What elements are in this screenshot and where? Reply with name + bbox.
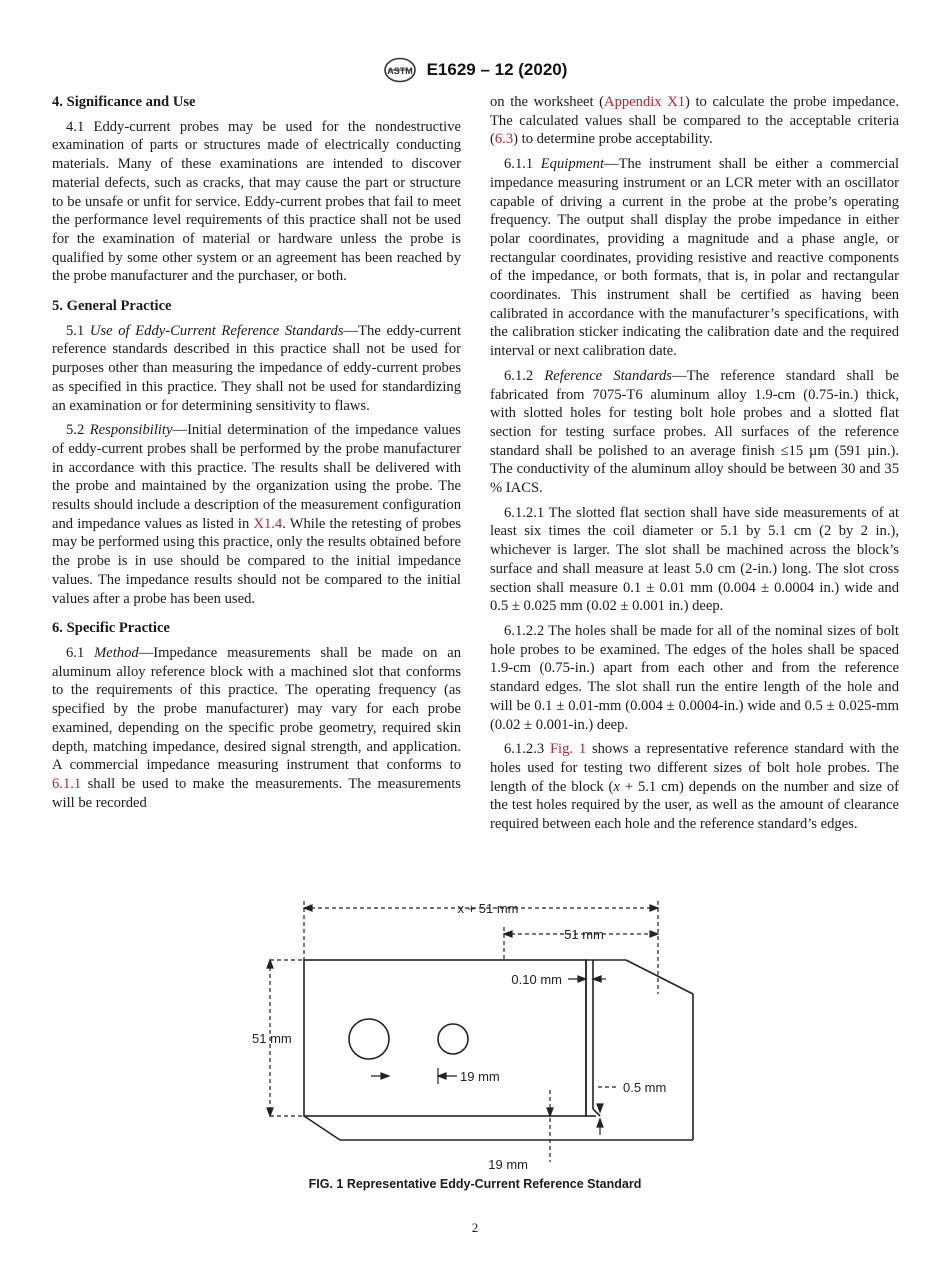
link-appendix-x1[interactable]: Appendix X1 (604, 94, 686, 110)
dim-height: 51 mm (252, 1031, 292, 1046)
paragraph-6-1-continued: on the worksheet (Appendix X1) to calculate the probe impedance. The calculated values shall be compared to the acceptable criteria (6.3) to determine probe acceptability. (490, 94, 899, 148)
paragraph-6-1-1: 6.1.1 Equipment—The instrument shall be either a commercial impedance measuring instrument or an LCR meter with an oscillator capable of driving a current in the probe at the probe’s operating frequency. The output shall display the probe impedance in either polar coordinates, providing a magnitude and a phase angle, or rectangular coordinates, providing resistive and reactive components of the impedance, or both formats, that is, in polar and rectangular coordinates. This instrument shall be certified as having been calibrated in accordance with the manufacturer’s specifications, with the calibration sticker indicating the calibration date and the required interval or next calibration date. (490, 156, 900, 360)
link-x1-4[interactable]: X1.4 (253, 515, 283, 532)
paragraph-6-1-2: 6.1.2 Reference Standards—The reference standard shall be fabricated from 7075-T6 aluminum alloy 1.9-cm (0.75-in.) thick, with slotted holes for testing bolt hole probes and a slotted flat section for testing surface probes. All surfaces of the reference standard shall be polished to an average finish ≤15 µm (591 µin.). The conductivity of the aluminum alloy should be between 30 and 35 % IACS. (490, 367, 899, 497)
page-header (0, 56, 950, 84)
hole-small (438, 1024, 468, 1054)
left-column (52, 93, 461, 818)
block-top-right-edge (626, 960, 693, 994)
paragraph-5-2: 5.2 Responsibility—Initial determination of the impedance values of eddy-current probes shall be performed by the probe manufacturer in accordance with this practice. The results shall be delivered with the probe and maintained by the organization using the probe. The results should include a description of the measurement configuration and impedance values as listed in X1.4. While the retesting of probes may be performed using this practice, only the results obtained before the probe is in use should be compared to the initial impedance values. The impedance results should not be compared to the initial values after a probe has been used. (52, 422, 461, 607)
paragraph-6-1-2-1: 6.1.2.1 The slotted flat section shall have side measurements of at least six times the coil diameter or 5.1 by 5.1 cm (2 by 2 in.), whichever is larger. The slot shall be machined across the block’s surface and shall measure at least 5.0 cm (2-in.) long. The slot cross section shall measure 0.1 ± 0.01 mm (0.004 ± 0.0004 in.) wide and 0.5 ± 0.025 mm (0.02 ± 0.001 in.) deep. (490, 504, 899, 615)
paragraph-6-1: 6.1 Method—Impedance measurements shall be made on an aluminum alloy reference block with a machined slot that conforms to the requirements of this practice. The operating frequency (as specified by the probe manufacturer) may vary for each probe examined, depending on the specific probe geometry, required skin depth, matching impedance, desired signal strength, and application. A commercial impedance measuring instrument that conforms to 6.1.1 shall be used to make the measurements. The measurements will be recorded (52, 644, 461, 811)
section-6-title: 6. Specific Practice (52, 620, 170, 637)
dim-total-length: x + 51 mm (457, 901, 519, 916)
section-4-title: 4. Significance and Use (52, 94, 196, 110)
link-6-1-1[interactable]: 6.1.1 (52, 775, 82, 792)
dim-hole-spacing: 19 mm (460, 1069, 500, 1084)
dim-slot-width: 0.10 mm (511, 972, 562, 987)
link-6-3[interactable]: 6.3 (494, 131, 514, 148)
paragraph-6-1-2-3: 6.1.2.3 Fig. 1 shows a representative reference standard with the holes used for testing two different sizes of bolt hole probes. The length of the block (x + 5.1 cm) depends on the number and size of the test holes required by the user, as well as the amount of clearance required between each hole and the reference standard’s edges. (490, 741, 900, 833)
section-5-title: 5. General Practice (52, 298, 172, 315)
astm-logo-icon (383, 57, 417, 83)
figure-1 (250, 897, 700, 1177)
link-fig-1[interactable]: Fig. 1 (549, 741, 587, 758)
paragraph-6-1-2-2: 6.1.2.2 The holes shall be made for all of the nominal sizes of bolt hole probes to be examined. The edges of the holes shall be spaced 1.9-cm (0.75-in.) apart from each other and from the reference standard edges. The slot shall run the entire length of the hole and will be 0.1 ± 0.01-mm (0.004 ± 0.0004-in.) wide and 0.5 ± 0.025-mm (0.02 ± 0.001-in.) deep. (490, 622, 899, 733)
page-number: 2 (471, 1220, 479, 1235)
dim-thickness: 19 mm (488, 1157, 528, 1172)
reference-standard-drawing (250, 897, 700, 1177)
dim-slot-offset: 51 mm (564, 927, 604, 942)
standard-designation: E1629 – 12 (2020) (426, 60, 568, 79)
figure-caption: FIG. 1 Representative Eddy-Current Reference Standard (308, 1177, 642, 1191)
astm-logo-text: ASTM (386, 66, 413, 76)
right-column (490, 93, 899, 840)
paragraph-5-1: 5.1 Use of Eddy-Current Reference Standards—The eddy-current reference standards described in this practice shall not be used for purposes other than measuring the impedance of eddy-current probes as specified in this practice. They shall not be used for standardizing an examination or for determining sensitivity to flaws. (52, 322, 461, 414)
dim-slot-depth: 0.5 mm (623, 1080, 667, 1095)
paragraph-4-1: 4.1 Eddy-current probes may be used for the nondestructive examination of parts or structures made of electrically conducting materials. Many of these examinations are intended to discover material defects, such as cracks, that may cause the part or structure to be unsafe or unfit for service. Eddy-current probes that fail to meet the performance level requirements of this practice shall not be used for the examination of material or hardware unless the probe is qualified by some other system or an agreement has been reached by the probe manufacturer and the purchaser, or both. (52, 118, 461, 285)
hole-large (349, 1019, 389, 1059)
